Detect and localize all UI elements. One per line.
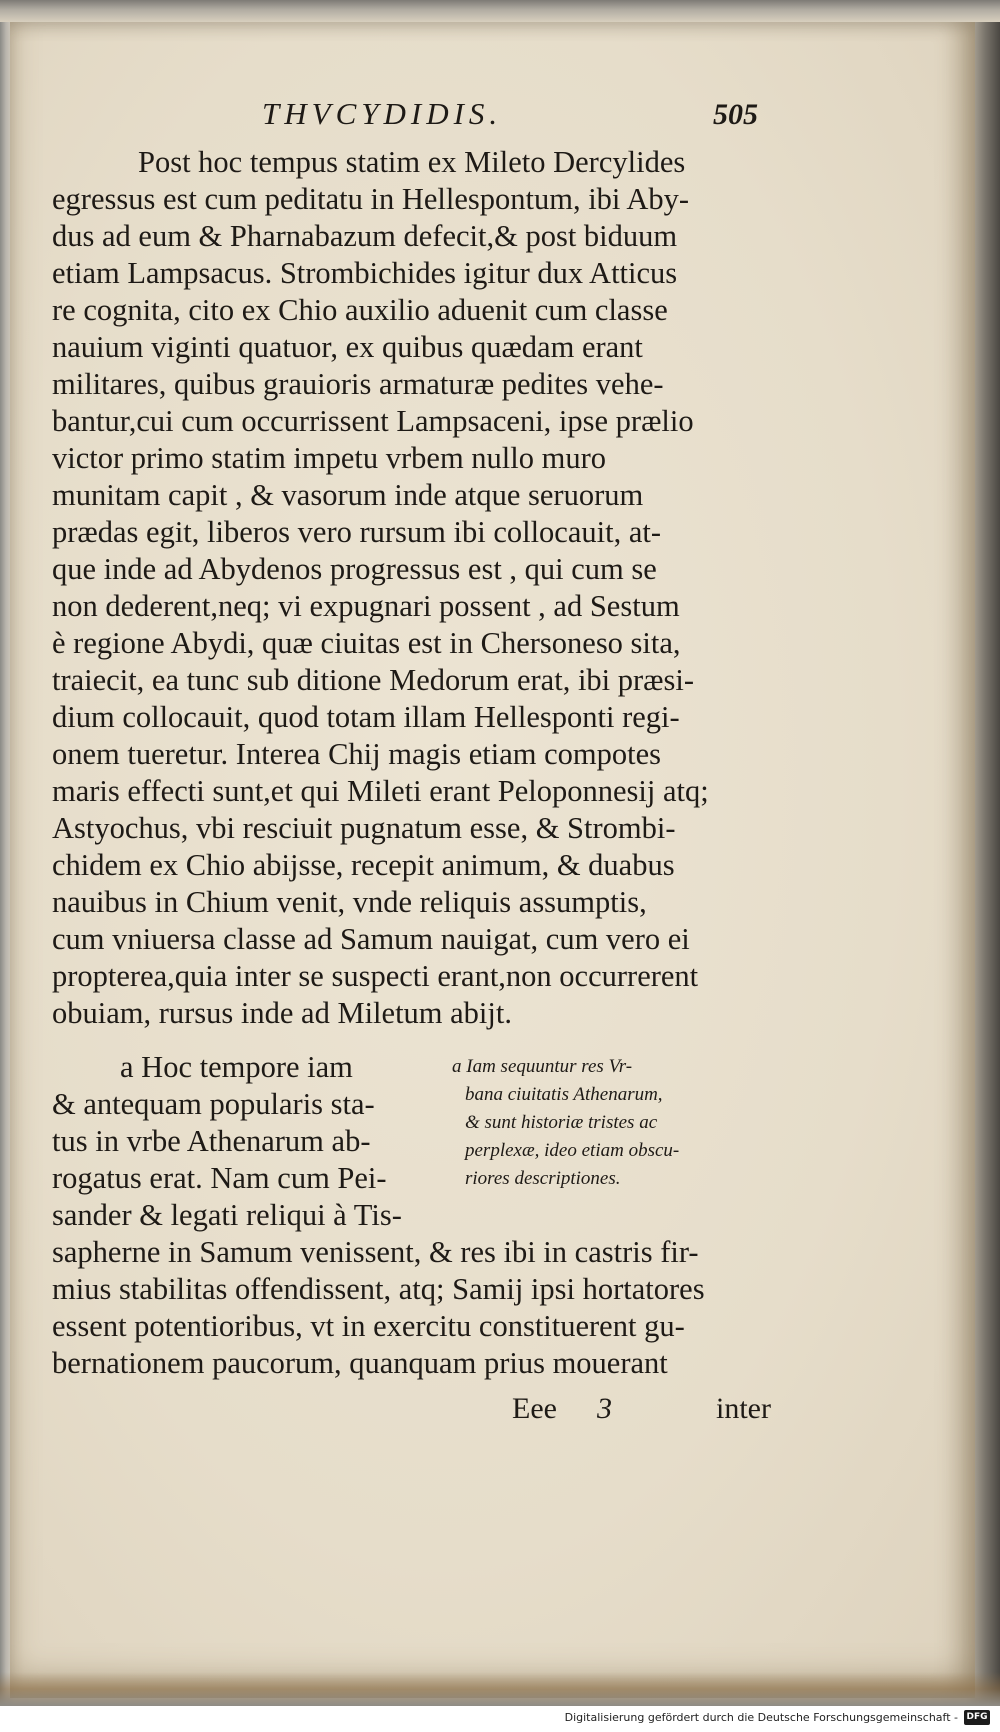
text-line: etiam Lampsacus. Strombichides igitur dux Atticus [52, 256, 678, 290]
text-line: propterea,quia inter se suspecti erant,non occurrerent [52, 959, 699, 993]
text-line: dium collocauit, quod totam illam Hellesponti regi- [52, 700, 680, 734]
text-line: bantur,cui cum occurrissent Lampsaceni, ipse prælio [52, 404, 694, 438]
text-line: militares, quibus grauioris armaturæ pedites vehe- [52, 367, 664, 401]
signature-number: 3 [597, 1392, 612, 1425]
text-line: è regione Abydi, quæ ciuitas est in Chersoneso sita, [52, 626, 681, 660]
text-line: re cognita, cito ex Chio auxilio aduenit cum classe [52, 293, 668, 327]
text-line: traiecit, ea tunc sub ditione Medorum erat, ibi præsi- [52, 663, 695, 697]
page-bottom-edge [0, 1672, 1000, 1706]
note-line: perplexæ, ideo etiam obscu- [465, 1140, 680, 1161]
text-line: victor primo statim impetu vrbem nullo muro [52, 441, 607, 475]
text-line: egressus est cum peditatu in Hellespontum, ibi Aby- [52, 182, 690, 216]
text-line: dus ad eum & Pharnabazum defecit,& post biduum [52, 219, 678, 253]
note-line: riores descriptiones. [465, 1168, 621, 1189]
signature-mark: Eee [512, 1392, 557, 1425]
side-text-line: & antequam popularis sta- [52, 1087, 375, 1121]
text-line: obuiam, rursus inde ad Miletum abijt. [52, 996, 512, 1030]
side-text-line: rogatus erat. Nam cum Pei- [52, 1161, 387, 1195]
side-text-line: tus in vrbe Athenarum ab- [52, 1124, 371, 1158]
text-line: prædas egit, liberos vero rursum ibi collocauit, at- [52, 515, 662, 549]
text-line: mius stabilitas offendissent, atq; Samij ipsi hortatores [52, 1272, 705, 1306]
text-line: cum vniuersa classe ad Samum nauigat, cum vero ei [52, 922, 690, 956]
note-line: a Iam sequuntur res Vr- [452, 1056, 633, 1077]
text-line: sapherne in Samum venissent, & res ibi in castris fir- [52, 1235, 699, 1269]
text-line: Astyochus, vbi resciuit pugnatum esse, & Strombi- [52, 811, 676, 845]
side-text-line: sander & legati reliqui à Tis- [52, 1198, 402, 1232]
running-head: THVCYDIDIS. [262, 96, 503, 131]
page-number: 505 [713, 98, 758, 131]
text-line: Post hoc tempus statim ex Mileto Dercylides [138, 145, 686, 179]
text-line: bernationem paucorum, quanquam prius mouerant [52, 1346, 668, 1380]
text-line: nauium viginti quatuor, ex quibus quædam erant [52, 330, 643, 364]
text-line: maris effecti sunt,et qui Mileti erant Peloponnesij atq; [52, 774, 709, 808]
text-line: essent potentioribus, vt in exercitu constituerent gu- [52, 1309, 685, 1343]
note-line: & sunt historiæ tristes ac [465, 1112, 658, 1133]
catchword: inter [716, 1392, 771, 1425]
text-line: munitam capit , & vasorum inde atque seruorum [52, 478, 644, 512]
text-line: non dederent,neq; vi expugnari possent , ad Sestum [52, 589, 680, 623]
dfg-logo: DFG [964, 1710, 990, 1725]
text-line: onem tueretur. Interea Chij magis etiam compotes [52, 737, 661, 771]
scan-credit-text: Digitalisierung gefördert durch die Deutsche Forschungsgemeinschaft - [564, 1711, 958, 1724]
text-line: nauibus in Chium venit, vnde reliquis assumptis, [52, 885, 647, 919]
side-text-line: a Hoc tempore iam [120, 1050, 353, 1084]
page-top-edge [0, 0, 1000, 22]
text-line: chidem ex Chio abijsse, recepit animum, & duabus [52, 848, 675, 882]
text-line: que inde ad Abydenos progressus est , qui cum se [52, 552, 657, 586]
note-line: bana ciuitatis Athenarum, [465, 1084, 663, 1105]
